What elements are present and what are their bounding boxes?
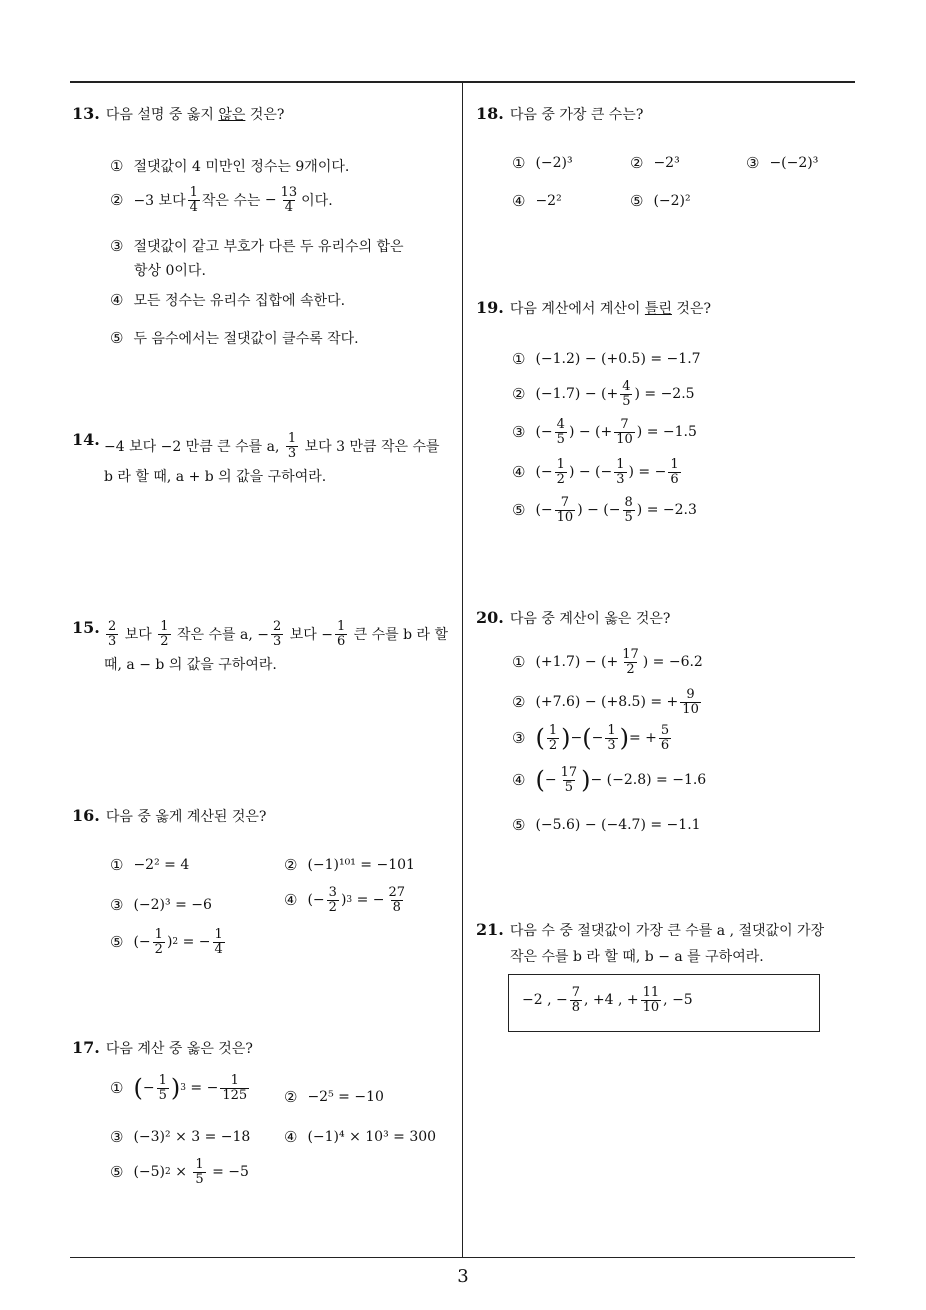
q20-option-4[interactable]: ④ ( − $\frac{17}{5}$ ) − (−2.8) = −1.6 bbox=[512, 765, 707, 795]
q17-option-5[interactable]: ⑤ (−5) 2 × $\frac{1}{5}$ = −5 bbox=[110, 1157, 249, 1187]
question-14-line1: −4 보다 −2 만큼 큰 수를 a, $\frac{1}{3}$ 보다 3 만큼 작은 수를 bbox=[104, 431, 440, 461]
question-15-line2: 때, a − b 의 값을 구하여라. bbox=[104, 657, 277, 673]
q20-option-5[interactable]: ⑤ (−5.6) − (−4.7) = −1.1 bbox=[512, 816, 701, 834]
fraction: $\frac{1}{3}$ bbox=[287, 431, 297, 461]
column-divider bbox=[462, 82, 463, 1258]
q17-option-1[interactable]: ① ( − $\frac{1}{5}$ ) 3 = − $\frac{1}{125}$ bbox=[110, 1073, 248, 1103]
q20-option-3[interactable]: ③ ( $\frac{1}{2}$ ) − ( − $\frac{1}{3}$ ) = + $\frac{5}{6}$ bbox=[512, 723, 670, 753]
q16-option-4[interactable]: ④ (− $\frac{3}{2}$ ) 3 = − $\frac{27}{8}$ bbox=[284, 885, 406, 915]
question-19-stem: 19. 다음 계산에서 계산이 틀린 것은? bbox=[476, 298, 711, 317]
q18-option-1[interactable]: ① (−2)³ bbox=[512, 154, 573, 172]
q18-option-4[interactable]: ④ −2² bbox=[512, 192, 562, 210]
bottom-rule bbox=[70, 1257, 855, 1258]
q19-option-3[interactable]: ③ (− $\frac{4}{5}$ ) − (+ $\frac{7}{10}$ ) = −1.5 bbox=[512, 417, 697, 447]
q20-option-1[interactable]: ① (+1.7) − (+ $\frac{17}{2}$ ) = −6.2 bbox=[512, 647, 703, 677]
q17-option-2[interactable]: ② −2⁵ = −10 bbox=[284, 1088, 384, 1106]
q16-option-2[interactable]: ② (−1)¹⁰¹ = −101 bbox=[284, 856, 415, 874]
question-20-stem: 20. 다음 중 계산이 옳은 것은? bbox=[476, 608, 671, 627]
q18-option-5[interactable]: ⑤ (−2)² bbox=[630, 192, 691, 210]
q17-option-3[interactable]: ③ (−3)² × 3 = −18 bbox=[110, 1128, 251, 1146]
q16-option-1[interactable]: ① −2² = 4 bbox=[110, 856, 190, 874]
question-15-number: 15. bbox=[72, 618, 100, 637]
q13-option-3-line2: 항상 0이다. bbox=[134, 263, 206, 279]
fraction: $\frac{1}{2}$ bbox=[160, 619, 169, 649]
question-14-number: 14. bbox=[72, 430, 100, 449]
q16-option-5[interactable]: ⑤ (− $\frac{1}{2}$ ) 2 = − $\frac{1}{4}$ bbox=[110, 927, 223, 957]
question-21-line2: 작은 수를 b 라 할 때, b − a 를 구하여라. bbox=[510, 949, 764, 965]
question-13-stem: 13. 다음 설명 중 옳지 않은 것은? bbox=[72, 104, 285, 123]
question-14-line2: b 라 할 때, a + b 의 값을 구하여라. bbox=[104, 469, 327, 485]
question-16-stem: 16. 다음 중 옳게 계산된 것은? bbox=[72, 806, 267, 825]
q20-option-2[interactable]: ② (+7.6) − (+8.5) = + $\frac{9}{10}$ bbox=[512, 687, 699, 717]
q13-option-5[interactable]: ⑤ 두 음수에서는 절댓값이 클수록 작다. bbox=[110, 329, 359, 347]
q13-option-3[interactable]: ③ 절댓값이 같고 부호가 다른 두 유리수의 합은 bbox=[110, 237, 404, 255]
q19-option-1[interactable]: ① (−1.2) − (+0.5) = −1.7 bbox=[512, 350, 701, 368]
q13-option-1[interactable]: ① 절댓값이 4 미만인 정수는 9개이다. bbox=[110, 157, 350, 175]
fraction: $\frac{13}{4}$ bbox=[280, 185, 298, 215]
question-21-line1: 21. 다음 수 중 절댓값이 가장 큰 수를 a , 절댓값이 가장 bbox=[476, 920, 825, 939]
q13-option-2[interactable]: ② −3 보다 $\frac{1}{4}$ 작은 수는 − $\frac{13}{4}$ 이다. bbox=[110, 185, 333, 215]
question-15-line1: $\frac{2}{3}$ 보다 $\frac{1}{2}$ 작은 수를 a, − $\frac{2}{3}$ 보다 − $\frac{1}{6}$ 큰 수를 b 라 할 bbox=[108, 619, 449, 649]
fraction: $\frac{2}{3}$ bbox=[108, 619, 117, 649]
question-18-stem: 18. 다음 중 가장 큰 수는? bbox=[476, 104, 644, 123]
q18-option-2[interactable]: ② −2³ bbox=[630, 154, 680, 172]
fraction: $\frac{1}{4}$ bbox=[189, 185, 198, 215]
q19-option-4[interactable]: ④ (− $\frac{1}{2}$ ) − (− $\frac{1}{3}$ ) = − $\frac{1}{6}$ bbox=[512, 457, 679, 487]
q16-option-3[interactable]: ③ (−2)³ = −6 bbox=[110, 896, 212, 914]
q21-number-list: −2 , − $\frac{7}{8}$ , +4 , + $\frac{11}{10}$ , −5 bbox=[522, 985, 693, 1015]
q18-option-3[interactable]: ③ −(−2)³ bbox=[746, 154, 819, 172]
fraction: $\frac{2}{3}$ bbox=[272, 619, 282, 649]
question-17-stem: 17. 다음 계산 중 옳은 것은? bbox=[72, 1038, 253, 1057]
q19-option-2[interactable]: ② (−1.7) − (+ $\frac{4}{5}$ ) = −2.5 bbox=[512, 379, 695, 409]
q19-option-5[interactable]: ⑤ (− $\frac{7}{10}$ ) − (− $\frac{8}{5}$ ) = −2.3 bbox=[512, 495, 697, 525]
page-number: 3 bbox=[457, 1266, 469, 1287]
q13-option-4[interactable]: ④ 모든 정수는 유리수 집합에 속한다. bbox=[110, 291, 346, 309]
fraction: $\frac{1}{6}$ bbox=[336, 619, 346, 649]
q17-option-4[interactable]: ④ (−1)⁴ × 10³ = 300 bbox=[284, 1128, 437, 1146]
